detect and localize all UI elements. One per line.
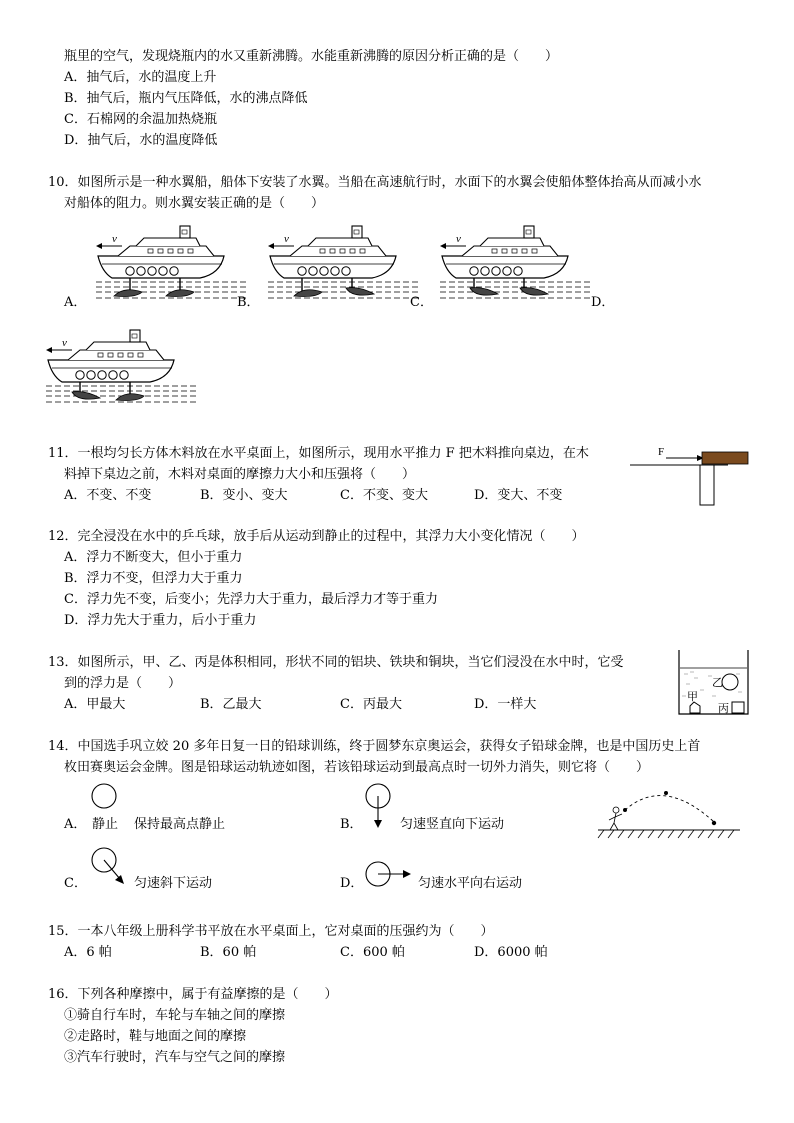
- q16-item-3: ③汽车行驶时，汽车与空气之间的摩擦: [64, 1050, 286, 1065]
- q15-option-b: B．60 帕: [200, 945, 257, 960]
- q9-stem: 瓶里的空气，发现烧瓶内的水又重新沸腾。水能重新沸腾的原因分析正确的是（ ）: [64, 49, 559, 64]
- q14-option-c-figure: [90, 846, 130, 890]
- q14-option-d-text: 匀速水平向右运动: [418, 876, 523, 891]
- q14-option-a-figure: [90, 782, 120, 812]
- q14-option-a-text: 保持最高点静止: [134, 817, 226, 832]
- q11-option-d: D．变大、不变: [474, 488, 563, 503]
- wood-block: [702, 452, 748, 464]
- svg-text:v: v: [62, 337, 67, 349]
- q14-stem-line2: 枚田赛奥运会金牌。图是铅球运动轨迹如图，若该铅球运动到最高点时一切外力消失，则它将（ ）: [64, 760, 650, 775]
- force-label: F: [658, 446, 665, 458]
- q12-option-b: B．浮力不变，但浮力大于重力: [64, 571, 243, 586]
- q13-stem-line1: 13．如图所示，甲、乙、丙是体积相同，形状不同的铝块、铁块和铜块，当它们浸没在水中时，它受: [48, 655, 624, 670]
- q11-option-a: A．不变、不变: [64, 488, 152, 503]
- label-jia: 甲: [687, 691, 698, 703]
- q15-option-a: A．6 帕: [64, 945, 112, 960]
- q10-ship-a-figure: [96, 226, 246, 304]
- q13-option-d: D．一样大: [474, 697, 537, 712]
- q9-option-c: C．石棉网的余温加热烧瓶: [64, 112, 217, 127]
- q10-label-d: D．: [591, 295, 615, 310]
- label-yi: 乙: [712, 677, 723, 689]
- q12-option-d: D．浮力先大于重力，后小于重力: [64, 613, 257, 628]
- q10-stem-line1: 10．如图所示是一种水翼船，船体下安装了水翼。当船在高速航行时，水面下的水翼会使船体整体抬高从而减小水: [48, 175, 702, 190]
- q10-label-c: C．: [410, 295, 433, 310]
- q11-option-c: C．不变、变大: [340, 488, 428, 503]
- q10-ship-b-figure: [268, 226, 418, 304]
- q10-label-b: B．: [237, 295, 260, 310]
- svg-text:v: v: [284, 233, 289, 245]
- q15-option-c: C．600 帕: [340, 945, 405, 960]
- q13-stem-line2: 到的浮力是（ ）: [64, 676, 182, 691]
- q14-option-c-text: 匀速斜下运动: [134, 876, 213, 891]
- q12-option-c: C．浮力先不变，后变小；先浮力大于重力，最后浮力才等于重力: [64, 592, 438, 607]
- q14-option-a-inner: 静止: [92, 817, 119, 832]
- q11-stem-line2: 料掉下桌边之前，木料对桌面的摩擦力大小和压强将（ ）: [64, 467, 416, 482]
- q13-option-c: C．丙最大: [340, 697, 402, 712]
- q14-option-c-label: C．: [64, 876, 87, 891]
- q14-option-d-label: D．: [340, 876, 364, 891]
- q15-stem: 15．一本八年级上册科学书平放在水平桌面上，它对桌面的压强约为（ ）: [48, 924, 494, 939]
- q14-trajectory-figure: [594, 790, 744, 840]
- q16-item-2: ②走路时，鞋与地面之间的摩擦: [64, 1029, 247, 1044]
- q10-ship-c-figure: [440, 226, 590, 304]
- q9-option-d: D．抽气后，水的温度降低: [64, 133, 218, 148]
- q11-option-b: B．变小、变大: [200, 488, 288, 503]
- svg-text:v: v: [456, 233, 461, 245]
- q13-option-b: B．乙最大: [200, 697, 262, 712]
- q14-stem-line1: 14．中国选手巩立姣 20 多年日复一日的铅球训练，终于圆梦东京奥运会，获得女子铅球金牌，也是中国历史上首: [48, 739, 701, 754]
- q10-stem-line2: 对船体的阻力。则水翼安装正确的是（ ）: [64, 196, 325, 211]
- q14-option-a-label: A．: [64, 817, 87, 832]
- q14-option-d-figure: [364, 860, 416, 890]
- q10-ship-d-figure: [46, 330, 196, 408]
- q14-option-b-figure: [364, 782, 394, 832]
- q14-option-b-label: B．: [340, 817, 363, 832]
- label-bing: 丙: [718, 703, 729, 715]
- q12-option-a: A．浮力不断变大，但小于重力: [64, 550, 243, 565]
- q13-container-figure: [678, 650, 750, 716]
- q9-option-b: B．抽气后，瓶内气压降低，水的沸点降低: [64, 91, 308, 106]
- velocity-label: v: [112, 233, 117, 245]
- q16-item-1: ①骑自行车时，车轮与车轴之间的摩擦: [64, 1008, 286, 1023]
- q16-stem: 16．下列各种摩擦中，属于有益摩擦的是（ ）: [48, 987, 338, 1002]
- q10-label-a: A．: [64, 295, 87, 310]
- q14-option-b-text: 匀速竖直向下运动: [400, 817, 505, 832]
- q12-stem: 12．完全浸没在水中的乒乓球，放手后从运动到静止的过程中，其浮力大小变化情况（ ）: [48, 529, 585, 544]
- q11-stem-line1: 11．一根均匀长方体木料放在水平桌面上，如图所示，现用水平推力 F 把木料推向桌边，在木: [48, 446, 589, 461]
- q13-option-a: A．甲最大: [64, 697, 126, 712]
- q15-option-d: D．6000 帕: [474, 945, 548, 960]
- q11-table-figure: [630, 444, 752, 508]
- q9-option-a: A．抽气后，水的温度上升: [64, 70, 217, 85]
